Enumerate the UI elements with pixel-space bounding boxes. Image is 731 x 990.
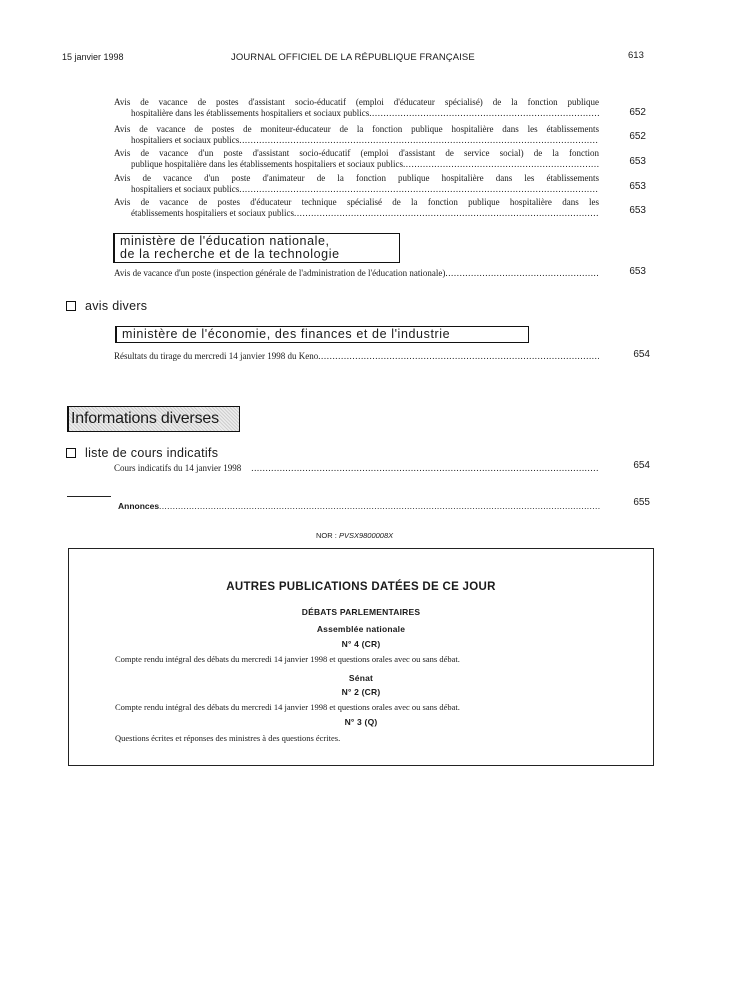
toc-entry-page: 652 bbox=[629, 107, 646, 118]
ministry-heading-line1: ministère de l'éducation nationale, bbox=[120, 234, 330, 248]
leader-dots bbox=[159, 501, 600, 511]
informations-diverses-banner: Informations diverses bbox=[67, 406, 240, 432]
toc-entry-text: Résultats du tirage du mercredi 14 janvier 1998 du Keno bbox=[114, 351, 319, 361]
publications-subtitle: DÉBATS PARLEMENTAIRES bbox=[301, 607, 421, 617]
other-publications-box bbox=[68, 548, 654, 766]
leader-dots bbox=[251, 463, 599, 474]
senat-number-q: N° 3 (Q) bbox=[344, 717, 378, 727]
toc-entry bbox=[114, 97, 599, 118]
publications-title: AUTRES PUBLICATIONS DATÉES DE CE JOUR bbox=[226, 581, 496, 593]
toc-entry-page: 654 bbox=[633, 349, 650, 360]
nor-code: PVSX9800008X bbox=[338, 531, 394, 540]
nor-reference bbox=[316, 531, 393, 540]
senat-heading: Sénat bbox=[348, 673, 374, 683]
leader-dots bbox=[318, 351, 599, 362]
leader-dots bbox=[239, 184, 599, 195]
header-title: JOURNAL OFFICIEL DE LA RÉPUBLIQUE FRANÇAISE bbox=[231, 52, 475, 63]
ministry-heading-education bbox=[113, 233, 400, 263]
toc-entry-line1: Avis de vacance de postes de moniteur-éducateur de la fonction publique hospitalière dans les établissements bbox=[114, 124, 599, 134]
leader-dots bbox=[239, 135, 599, 146]
checkbox-square-icon bbox=[66, 448, 76, 458]
leader-dots bbox=[445, 268, 599, 279]
toc-entry-text: Annonces bbox=[118, 501, 160, 511]
leader-dots bbox=[294, 208, 599, 219]
section-avis-divers bbox=[66, 299, 147, 313]
toc-entry-page: 653 bbox=[629, 266, 646, 277]
nor-prefix: NOR : bbox=[316, 531, 337, 540]
senat-description-q: Questions écrites et réponses des ministres à des questions écrites. bbox=[115, 733, 341, 743]
ministry-heading-line2: de la recherche et de la technologie bbox=[120, 247, 340, 261]
toc-entry-page: 653 bbox=[629, 156, 646, 167]
ministry-heading-economie bbox=[115, 326, 529, 343]
short-rule bbox=[67, 496, 111, 497]
toc-entry-line1: Avis de vacance d'un poste d'assistant socio-éducatif (emploi d'assistant de service social) de la fonction bbox=[114, 148, 599, 158]
toc-entry-line2: hospitalière dans les établissements hospitaliers et sociaux publics bbox=[131, 107, 370, 118]
toc-entry-line2: hospitaliers et sociaux publics bbox=[131, 134, 240, 145]
toc-entry-text: Cours indicatifs du 14 janvier 1998 bbox=[114, 463, 242, 473]
toc-entry-annonces bbox=[118, 501, 600, 511]
section-title: avis divers bbox=[85, 299, 148, 313]
toc-entry-page: 652 bbox=[629, 131, 646, 142]
section-title: liste de cours indicatifs bbox=[85, 446, 219, 460]
toc-entry bbox=[114, 463, 599, 474]
assemblee-description: Compte rendu intégral des débats du mercredi 14 janvier 1998 et questions orales avec ou sans débat. bbox=[115, 654, 460, 664]
toc-entry-page: 653 bbox=[629, 181, 646, 192]
senat-description-cr: Compte rendu intégral des débats du mercredi 14 janvier 1998 et questions orales avec ou sans débat. bbox=[115, 702, 460, 712]
header-date: 15 janvier 1998 bbox=[62, 52, 124, 62]
assemblee-number: N° 4 (CR) bbox=[341, 639, 381, 649]
leader-dots bbox=[403, 159, 599, 170]
toc-entry bbox=[114, 268, 599, 279]
toc-entry-line1: Avis de vacance d'un poste d'animateur de la fonction publique hospitalière dans les établissements bbox=[114, 173, 599, 183]
toc-entry bbox=[114, 351, 599, 362]
toc-entry bbox=[114, 124, 599, 145]
header-page-number: 613 bbox=[628, 50, 644, 61]
toc-entry-page: 653 bbox=[629, 205, 646, 216]
senat-number-cr: N° 2 (CR) bbox=[341, 687, 381, 697]
checkbox-square-icon bbox=[66, 301, 76, 311]
toc-entry-line2: publique hospitalière dans les établissements hospitaliers et sociaux publics bbox=[131, 158, 403, 169]
toc-entry bbox=[114, 148, 599, 169]
toc-entry-line2: établissements hospitaliers et sociaux publics bbox=[131, 207, 294, 218]
toc-entry bbox=[114, 173, 599, 194]
leader-dots bbox=[369, 108, 599, 119]
toc-entry-text: Avis de vacance d'un poste (inspection générale de l'administration de l'éducation nationale) bbox=[114, 268, 446, 278]
assemblee-heading: Assemblée nationale bbox=[316, 624, 406, 634]
toc-entry-page: 655 bbox=[633, 497, 650, 508]
ministry-heading-line1: ministère de l'économie, des finances et de l'industrie bbox=[122, 327, 451, 341]
toc-entry-line1: Avis de vacance de postes d'assistant socio-éducatif (emploi d'éducateur spécialisé) de la fonction publique bbox=[114, 97, 599, 107]
section-cours-indicatifs bbox=[66, 446, 218, 460]
toc-entry-line1: Avis de vacance de postes d'éducateur technique spécialisé de la fonction publique hospitalière dans les bbox=[114, 197, 599, 207]
toc-entry bbox=[114, 197, 599, 218]
toc-entry-line2: hospitaliers et sociaux publics bbox=[131, 183, 240, 194]
toc-entry-page: 654 bbox=[633, 460, 650, 471]
